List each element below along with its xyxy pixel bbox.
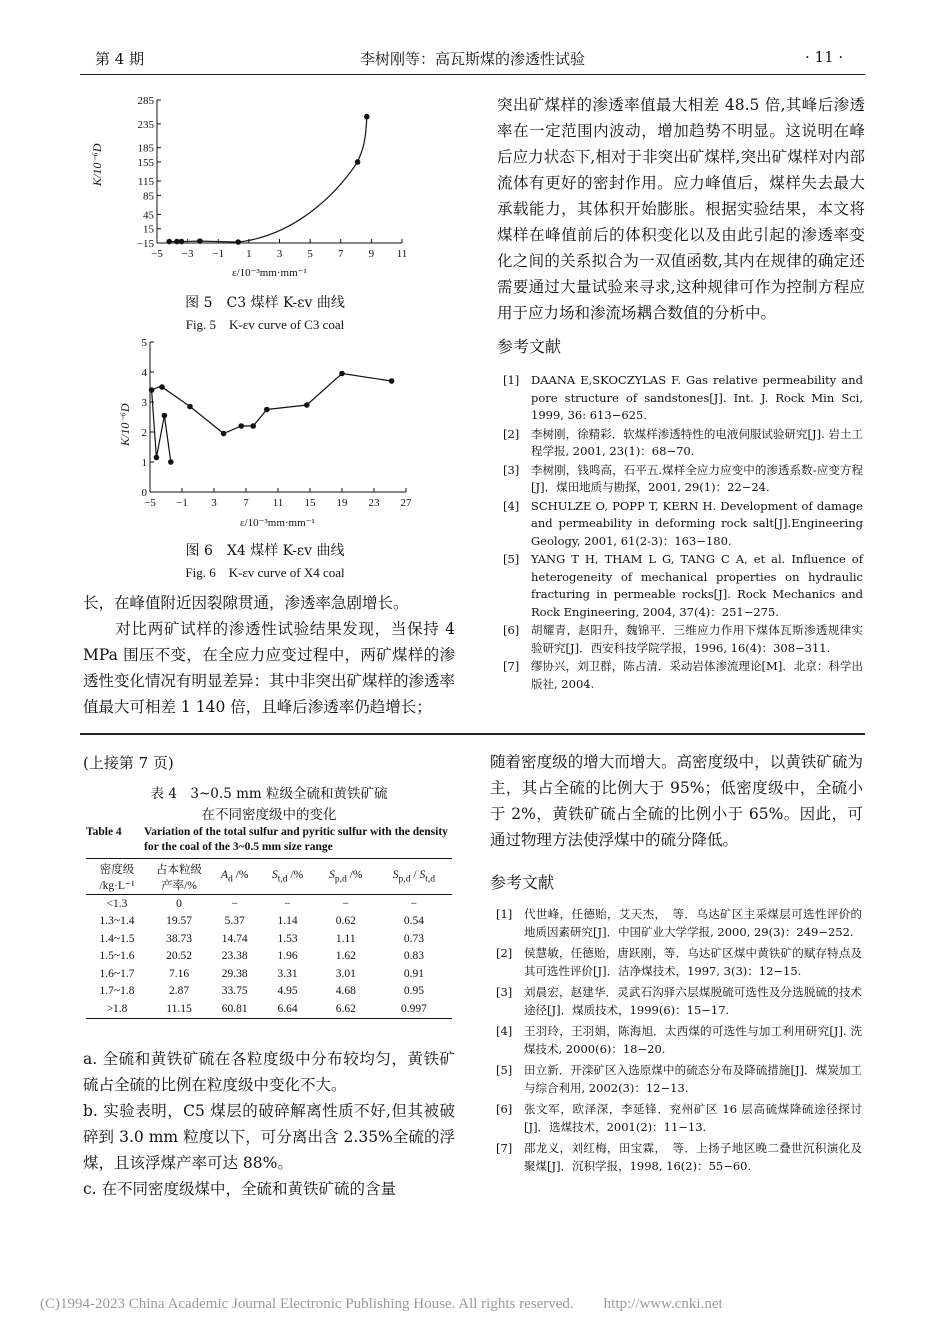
x-tick-label: 9 [368,248,375,260]
fig5-caption-zh: 图 5 C3 煤样 K-εv 曲线 [185,295,345,311]
section-separator [80,733,865,735]
data-point [179,239,185,245]
table-cell: − [410,897,418,910]
table-cell: 4.68 [335,985,356,998]
table4-title-en-text: Variation of the total sulfur and pyritic sulfur with the density for the coal of the 3~0.5 mm size range [144,826,448,853]
running-title: 李树刚等：高瓦斯煤的渗透性试验 [359,50,585,68]
reference-number: [1] [496,907,513,921]
reference-item [496,945,862,980]
data-point [238,423,244,429]
reference-text: 刘晨宏，赵建华．灵武石沟驿六层煤脱硫可选性及分选脱硫的技术途径[J]．煤质技术，1999(6)：15−17. [524,985,862,1017]
copyright-footer: (C)1994-2023 China Academic Journal Electronic Publishing House. All rights reserved. http://www.cnki.net [40,1296,723,1312]
reference-number: [4] [496,1024,513,1038]
reference-text: DAANA E,SKOCZYLAS F. Gas relative permeability and pore structure of sandstones[J]. Int. J. Rock Min Sci, 1999, 36: 613−625. [531,373,863,422]
y-tick-label: −15 [136,238,154,250]
data-point [162,413,168,419]
reference-item [503,462,863,497]
y-tick-label: 1 [141,457,147,469]
reference-text: 胡耀青，赵阳升，魏锦平．三维应力作用下煤体瓦斯渗透规律实验研究[J]．西安科技学院学报，1996, 16(4)：308−311. [531,623,863,655]
table-row [86,983,452,1001]
table-row [86,913,452,931]
fig5-ylabel: K/10⁻⁶D [90,143,104,186]
table-row [86,948,452,966]
issue-label: 第 4 期 [95,50,145,68]
table-cell: 1.3~1.4 [99,915,135,928]
table-cell: − [231,897,238,910]
x-tick-label: −1 [176,497,188,509]
data-point [168,459,174,465]
table-row [86,1000,452,1018]
x-tick-label: −5 [144,497,156,509]
conclusion-a: a. 全硫和黄铁矿硫在各粒度级中分布较均匀，黄铁矿硫占全硫的比例在粒度级中变化不大。 [83,1050,455,1094]
data-point [304,402,310,408]
y-tick-label: 155 [137,156,154,169]
table-cell: >1.8 [86,1000,148,1018]
table4-col-yield: 占本粒级 产率/% [148,859,210,895]
table-cell: 1.53 [277,932,298,945]
table-cell: 3.01 [335,967,356,980]
reference-item [503,498,863,551]
page-number: · 11 · [805,48,844,66]
figure-5-chart [100,90,430,290]
left-paragraph-1: 长，在峰值附近因裂隙贯通，渗透率急剧增长。 [83,594,409,612]
fig6-xlabel: ε/10⁻³mm·mm⁻¹ [240,517,315,529]
data-point [197,238,203,244]
table-cell: 1.6~1.7 [99,967,135,980]
reference-number: [6] [503,623,520,637]
data-point [339,371,345,377]
table-cell: <1.3 [106,897,128,910]
reference-number: [6] [496,1102,513,1116]
x-tick-label: 5 [307,248,313,260]
table4-title-en [86,825,452,855]
reference-text: 邵龙义，刘红梅，田宝霖， 等．上扬子地区晚二叠世沉积演化及聚煤[J]．沉积学报，1998, 16(2)：55−60. [524,1141,862,1173]
data-point [355,159,361,165]
table-cell: 0.54 [403,915,424,928]
y-tick-label: 85 [143,190,154,203]
table-cell: 5.37 [224,915,245,928]
table4-col-density: 密度级 /kg·L⁻¹ [86,859,148,895]
table-cell: 4.95 [277,985,298,998]
data-point [159,384,165,390]
x-tick-label: −5 [151,248,163,260]
x-tick-label: 3 [211,497,217,509]
table4-title-zh-1: 表 4 3~0.5 mm 粒级全硫和黄铁矿硫 [150,786,388,802]
table-cell: 1.4~1.5 [99,932,135,945]
data-point [166,239,172,245]
header-rule [80,74,865,75]
y-tick-label: 185 [137,142,154,155]
table-cell: 1.5~1.6 [99,950,135,963]
table-cell: 0.83 [403,950,424,963]
reference-number: [3] [503,462,520,477]
y-tick-label: 45 [143,209,154,222]
reference-text: 王羽玲，王羽娟，陈海旭．太西煤的可选性与加工利用研究[J]. 洗煤技术, 2000(6)：18−20. [524,1024,862,1056]
left-paragraph-2: 对比两矿试样的渗透性试验结果发现，当保持 4 MPa 围压不变，在全应力应变过程中，两矿煤样的渗透性变化情况有明显差异：其中非突出矿煤样的渗透率值最大可相差 1 140 倍，且峰后渗透率仍趋增长； [83,620,456,716]
table-cell: 33.75 [221,985,248,998]
table-4 [86,858,452,1019]
table-cell: 0.997 [376,1000,452,1018]
table-cell: 2.87 [168,985,190,998]
fig5-caption-en: Fig. 5 K-εv curve of C3 coal [185,317,345,332]
fig6-caption-en: Fig. 6 K-εv curve of X4 coal [185,565,345,580]
references-list-2 [496,906,862,1179]
reference-item [503,658,863,693]
x-tick-label: −3 [181,248,194,260]
reference-number: [5] [496,1063,513,1077]
reference-text: 缪协兴，刘卫群，陈占清．采动岩体渗流理论[M]．北京：科学出版社, 2004. [531,659,863,691]
x-tick-label: 15 [304,497,316,509]
table-cell: 0.95 [403,985,424,998]
table-cell: − [284,897,291,910]
table-cell: 1.62 [335,950,356,963]
reference-text: 李树刚，钱鸣高，石平五.煤样全应力应变中的渗透系数-应变方程[J]．煤田地质与勘探，2001, 29(1)：22−24. [531,462,863,494]
reference-number: [7] [496,1141,513,1155]
reference-number: [4] [503,498,520,513]
x-tick-label: 11 [272,497,284,509]
references-title-2: 参考文献 [490,873,555,892]
x-tick-label: 23 [368,497,380,509]
reference-number: [2] [503,426,520,441]
y-tick-label: 5 [141,337,147,349]
table4-col-std: $S_{t,d}$ /% [259,859,315,895]
data-point [250,423,256,429]
table4-col-spd: $S_{p,d}$ /% [316,859,376,895]
x-tick-label: −1 [212,248,225,260]
data-point [364,114,370,120]
reference-number: [5] [503,552,520,566]
table4-label: Table 4 [86,826,122,838]
y-tick-label: 0 [141,487,147,499]
fig5-xlabel: ε/10⁻³mm·mm⁻¹ [232,267,307,279]
reference-item [503,372,863,425]
table-cell: 1.11 [335,932,356,945]
fig6-caption-zh: 图 6 X4 煤样 K-εv 曲线 [185,543,345,559]
reference-item [503,426,863,461]
table-cell: 0 [176,897,182,910]
table-cell: 20.52 [166,950,192,963]
reference-number: [3] [496,985,513,999]
table-cell: 60.81 [210,1000,259,1018]
table4-col-ad: $A_d$ /% [210,859,259,895]
y-tick-label: 15 [143,223,154,236]
reference-text: 代世峰，任德贻，艾天杰， 等．乌达矿区主采煤层可选性评价的地质因素研究[J]．中国矿业大学学报, 2000, 29(3)：249−252. [524,907,862,939]
reference-item [503,622,863,657]
right-paragraph: 突出矿煤样的渗透率值最大相差 48.5 倍,其峰后渗透率在一定范围内波动，增加趋势不明显。这说明在峰后应力状态下,相对于非突出矿煤样,突出矿煤样对内部流体有更好的密封作用。应力峰值后，煤样失去最大承载能力，其体积开始膨胀。根据实验结果，本文将煤样在峰值前后的体积变化以及由此引起的渗透率变化之间的关系拟合为一双值函数,其内在规律的确定还需要通过大量试验来寻求,这种规律可作为控制方程应用于应力场和渗流场耦合数值的分析中。 [497,96,865,322]
table-cell: 11.15 [148,1000,210,1018]
conclusion-b: b. 实验表明，C5 煤层的破碎解离性质不好,但其被破碎到 3.0 mm 粒度以下，可分离出含 2.35%全硫的浮煤，且该浮煤产率可达 88%。 [83,1102,455,1172]
table4-body [86,895,452,1019]
y-tick-label: 235 [137,118,154,131]
table-cell: 0.73 [403,932,424,945]
table-cell: 1.96 [277,950,298,963]
table-cell: 23.38 [221,950,248,963]
table-cell: 7.16 [168,967,190,980]
y-tick-label: 4 [141,367,147,379]
reference-item [503,551,863,621]
table-cell: 1.7~1.8 [99,985,135,998]
x-tick-label: 7 [338,248,344,260]
reference-number: [7] [503,659,520,673]
table-cell: 0.91 [403,967,424,980]
y-tick-label: 285 [137,95,154,107]
data-point [187,404,193,410]
y-tick-label: 2 [141,427,147,439]
table-row [86,930,452,948]
data-point [235,239,241,245]
series-line [152,374,392,463]
table-cell: 38.73 [166,932,192,945]
table-row [86,965,452,983]
table-row [86,895,452,913]
table4-col-ratio: $S_{p,d} / S_{t,d}$ [376,859,452,895]
series-line [169,117,367,242]
reference-item [496,1101,862,1136]
reference-text: 张文军，欧泽深，李延锋．兖州矿区 16 层高硫煤降硫途径探讨[J]．选煤技术，2001(2)：11−13. [524,1102,862,1134]
bottom-right-paragraph: 随着密度级的增大而增大。高密度级中，以黄铁矿硫为主，其占全硫的比例大于 95%；低密度级中，全硫小于 2%，黄铁矿硫占全硫的比例小于 65%。因此，可通过物理方法使浮煤中的硫分降低。 [490,753,863,849]
reference-item [496,984,862,1019]
y-tick-label: 115 [137,176,154,189]
table-cell: 6.64 [259,1000,315,1018]
data-point [221,431,227,437]
fig6-ylabel: K/10⁻⁶D [118,403,132,446]
reference-item [496,1023,862,1058]
x-tick-label: 3 [276,248,283,260]
data-point [389,378,395,384]
table-cell: 3.31 [277,967,298,980]
reference-text: 田立新．开滦矿区入选原煤中的硫态分布及降硫措施[J]．煤炭加工与综合利用, 2002(3)：12−13. [524,1063,862,1095]
x-tick-label: 7 [243,497,249,509]
data-point [264,407,270,413]
table-cell: 6.62 [316,1000,376,1018]
table4-title-zh-2: 在不同密度级中的变化 [201,807,337,823]
x-tick-label: 19 [336,497,348,509]
data-point [149,387,155,393]
table-cell: 19.57 [166,915,192,928]
table-cell: − [342,897,350,910]
x-tick-label: 11 [396,248,408,260]
table-cell: 29.38 [221,967,248,980]
data-point [154,455,160,461]
x-tick-label: 1 [246,248,252,260]
reference-text: 李树刚，徐精彩．软煤样渗透特性的电液伺服试验研究[J]. 岩土工程学报, 2001, 23(1)：68−70. [531,426,863,458]
reference-number: [1] [503,373,520,387]
table-cell: 14.74 [221,932,248,945]
continued-from: (上接第 7 页) [83,754,174,772]
references-list-1 [503,372,863,694]
reference-item [496,1140,862,1175]
reference-item [496,906,862,941]
table-cell: 1.14 [277,915,298,928]
reference-number: [2] [496,946,513,960]
table-cell: 0.62 [335,915,356,928]
reference-item [496,1062,862,1097]
reference-text: SCHULZE O, POPP T, KERN H. Development of damage and permeability in deforming rock salt[J].Engineering Geology, 2001, 61(2-3)：163−180. [531,498,863,548]
reference-text: 侯慧敏，任德贻，唐跃刚，等．乌达矿区煤中黄铁矿的赋存特点及其可选性评价[J]．洁净煤技术，1997, 3(3)：12−15. [524,946,862,978]
references-title-1: 参考文献 [497,337,562,356]
y-tick-label: 3 [141,397,147,409]
figure-6-chart [100,334,430,534]
conclusion-c: c. 在不同密度级煤中，全硫和黄铁矿硫的含量 [83,1180,397,1198]
reference-text: YANG T H, THAM L G, TANG C A, et al. Influence of heterogeneity of mechanical properties on hydraulic fracturing in permeable rocks[J]. Rock Mechanics and Rock Engineering, 2004, 37(4)：251−275. [531,552,863,619]
x-tick-label: 27 [400,497,412,509]
